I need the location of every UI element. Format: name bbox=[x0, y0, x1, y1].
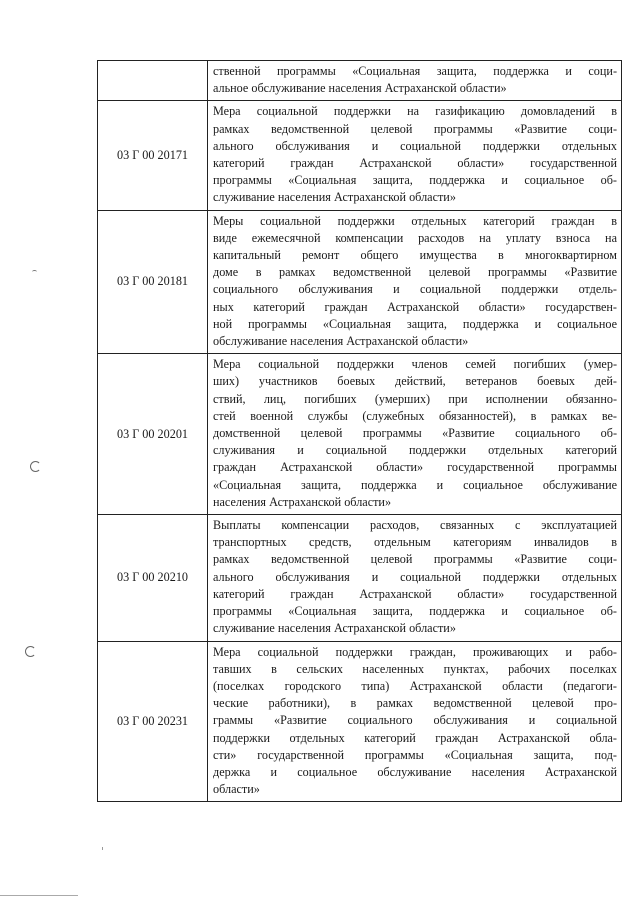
description-line: Меры социальной поддержки отдельных категорий граждан в bbox=[213, 213, 617, 228]
table-row bbox=[98, 210, 622, 354]
description-line: категорий граждан Астраханской области» государственной bbox=[213, 586, 617, 601]
description-cell bbox=[208, 641, 622, 802]
description-line: программы «Социальная защита, поддержка и социальное об- bbox=[213, 604, 617, 619]
description-line: социального обслуживания и социальной поддержки отдель- bbox=[213, 282, 617, 297]
classification-code-cell bbox=[98, 61, 208, 101]
description-line: Выплаты компенсации расходов, связанных с эксплуатацией bbox=[213, 518, 617, 533]
description-line: ального обслуживания и социальной поддержки отдельных bbox=[213, 138, 617, 153]
description-line: ной программы «Социальная защита, поддержка и социальное bbox=[213, 316, 617, 331]
classification-code-cell: 03 Г 00 20210 bbox=[98, 515, 208, 641]
description-line: ших) участников боевых действий, ветеранов боевых дей- bbox=[213, 374, 617, 389]
description-line: ческие работники), в рамках ведомственной целевой про- bbox=[213, 696, 617, 711]
description-line: капитальный ремонт общего имущества в многоквартирном bbox=[213, 248, 617, 263]
description-line: транспортных средств, отдельным категориям инвалидов в bbox=[213, 535, 617, 550]
description-cell bbox=[208, 354, 622, 515]
description-line: держка и социальное обслуживание населения Астраханской bbox=[213, 764, 617, 779]
description-line: домственной целевой программы «Развитие социального об- bbox=[213, 426, 617, 441]
scan-speck bbox=[32, 270, 37, 274]
description-line: служивания и социальной поддержки отдельных категорий bbox=[213, 443, 617, 458]
description-line: (поселках городского типа) Астраханской области (педагоги- bbox=[213, 678, 617, 693]
description-line: стей военной службы (служебных обязанностей), в рамках ве- bbox=[213, 408, 617, 423]
table-row bbox=[98, 641, 622, 802]
description-line: тавших в сельских населенных пунктах, рабочих поселках bbox=[213, 661, 617, 676]
description-line: сти» государственной программы «Социальная защита, под- bbox=[213, 747, 617, 762]
description-line: ального обслуживания и социальной поддержки отдельных bbox=[213, 569, 617, 584]
classification-code-cell: 03 Г 00 20171 bbox=[98, 101, 208, 210]
table-row bbox=[98, 515, 622, 641]
description-line: категорий граждан Астраханской области» государственной bbox=[213, 156, 617, 171]
description-line: граждан Астраханской области» государственной программы bbox=[213, 460, 617, 475]
description-line: программы «Социальная защита, поддержка и социальное об- bbox=[213, 173, 617, 188]
description-line: поддержки отдельных категорий граждан Астраханской обла- bbox=[213, 730, 617, 745]
description-line: рамках ведомственной целевой программы «Развитие соци- bbox=[213, 552, 617, 567]
binder-hole-mark bbox=[25, 646, 36, 657]
description-line: ствий, лиц, погибших (умерших) при исполнении обязанно- bbox=[213, 391, 617, 406]
description-line: граммы «Развитие социального обслуживания и социальной bbox=[213, 713, 617, 728]
classification-code-cell: 03 Г 00 20181 bbox=[98, 210, 208, 354]
table-row bbox=[98, 101, 622, 210]
description-line: ственной программы «Социальная защита, поддержка и соци- bbox=[213, 64, 617, 78]
scan-tick bbox=[102, 847, 103, 850]
classification-code-cell: 03 Г 00 20231 bbox=[98, 641, 208, 802]
description-line: области» bbox=[213, 782, 260, 797]
table-row bbox=[98, 354, 622, 515]
description-line: альное обслуживание населения Астраханской области» bbox=[213, 81, 507, 96]
description-line: виде ежемесячной компенсации расходов на уплату взноса на bbox=[213, 230, 617, 245]
description-cell bbox=[208, 515, 622, 641]
description-line: обслуживание населения Астраханской области» bbox=[213, 334, 469, 349]
description-line: доме в рамках ведомственной целевой программы «Развитие bbox=[213, 265, 617, 280]
description-line: Мера социальной поддержки членов семей погибших (умер- bbox=[213, 357, 617, 372]
budget-classification-table bbox=[97, 60, 622, 802]
description-cell bbox=[208, 210, 622, 354]
description-line: населения Астраханской области» bbox=[213, 494, 392, 509]
description-line: Мера социальной поддержки граждан, проживающих и рабо- bbox=[213, 644, 617, 659]
table-row bbox=[98, 61, 622, 101]
description-line: ных категорий граждан Астраханской области» государствен- bbox=[213, 299, 617, 314]
description-line: Мера социальной поддержки на газификацию домовладений в bbox=[213, 104, 617, 119]
table-body bbox=[98, 61, 622, 802]
classification-code-cell: 03 Г 00 20201 bbox=[98, 354, 208, 515]
description-cell bbox=[208, 61, 622, 101]
scan-edge bbox=[0, 895, 78, 896]
description-line: рамках ведомственной целевой программы «Развитие соци- bbox=[213, 121, 617, 136]
description-line: служивание населения Астраханской области» bbox=[213, 621, 456, 636]
binder-hole-mark bbox=[30, 461, 41, 472]
description-cell bbox=[208, 101, 622, 210]
description-line: служивание населения Астраханской области» bbox=[213, 190, 456, 205]
description-line: «Социальная защита, поддержка и социальное обслуживание bbox=[213, 477, 617, 492]
